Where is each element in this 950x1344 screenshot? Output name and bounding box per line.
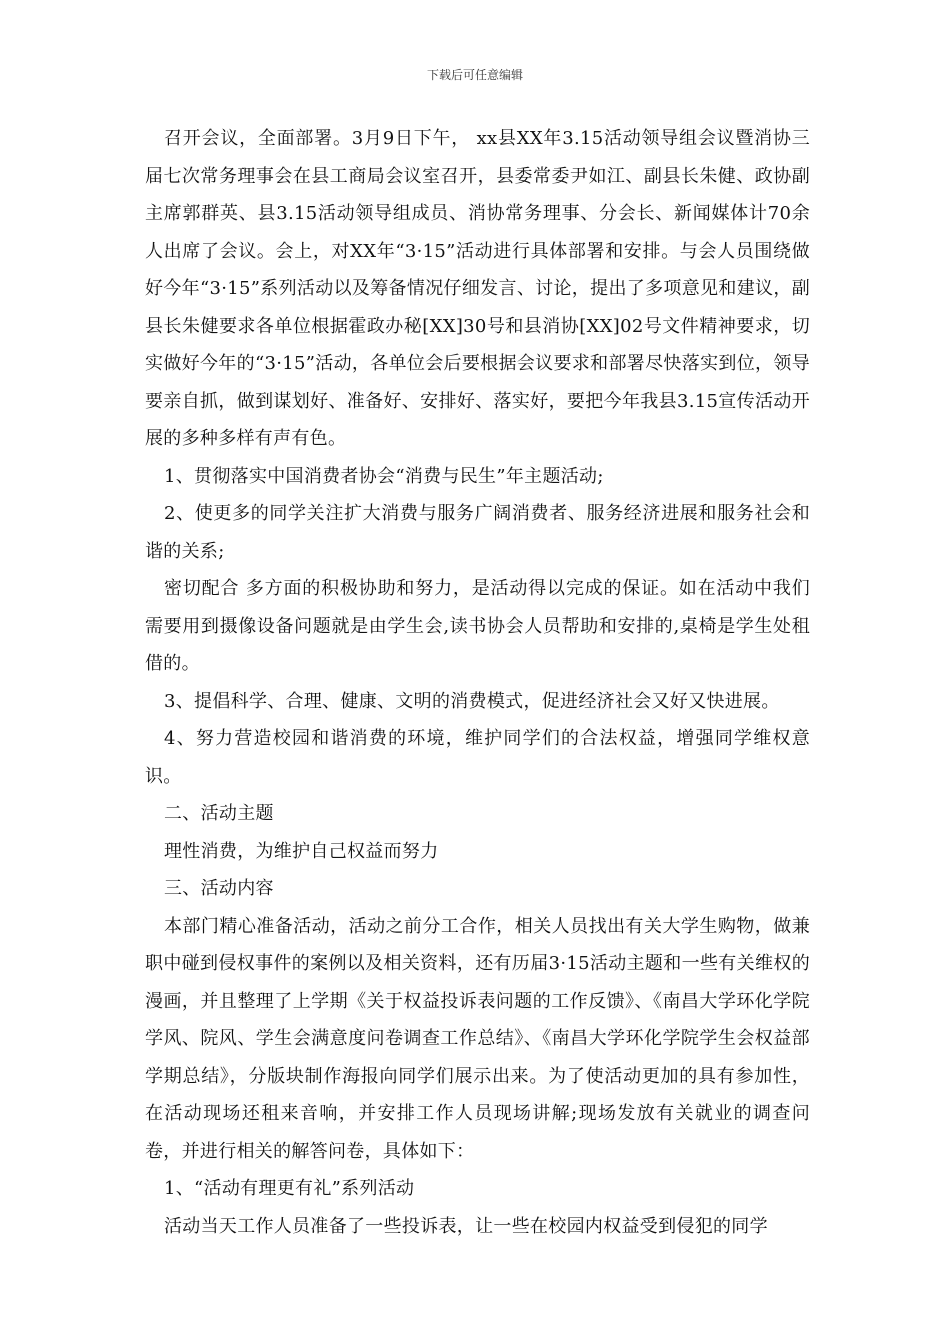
list-item-4: 4、努力营造校园和谐消费的环境，维护同学们的合法权益，增强同学维权意识。 bbox=[145, 728, 810, 787]
list-item-2: 2、使更多的同学关注扩大消费与服务广阔消费者、服务经济进展和服务社会和谐的关系; bbox=[145, 503, 810, 562]
paragraph-meeting: 召开会议，全面部署。3月9日下午， xx县XX年3.15活动领导组会议暨消协三届七次常务理事会在县工商局会议室召开，县委常委尹如江、副县长朱健、政协副主席郭群英、县3.15活动领导组成员、消协常务理事、分会长、新闻媒体计70余人出席了会议。会上，对XX年“3·15”活动进行具体部署和安排。与会人员围绕做好今年“3·15”系列活动以及筹备情况仔细发言、讨论，提出了多项意见和建议，副县长朱健要求各单位根据霍政办秘[XX]30号和县消协[XX]02号文件精神要求，切实做好今年的“3·15”活动，各单位会后要根据会议要求和部署尽快落实到位，领导要亲自抓，做到谋划好、准备好、安排好、落实好，要把今年我县3.15宣传活动开展的多种多样有声有色。 bbox=[145, 128, 810, 449]
paragraph-activity: 活动当天工作人员准备了一些投诉表，让一些在校园内权益受到侵犯的同学 bbox=[164, 1215, 768, 1237]
section-heading-content: 三、活动内容 bbox=[164, 878, 274, 899]
list-item-3: 3、提倡科学、合理、健康、文明的消费模式，促进经济社会又好又快进展。 bbox=[164, 690, 780, 712]
paragraph-content: 本部门精心准备活动，活动之前分工合作，相关人员找出有关大学生购物，做兼职中碰到侵权事件的案例以及相关资料，还有历届3·15活动主题和一些有关维权的漫画，并且整理了上学期《关于权益投诉表问题的工作反馈》、《南昌大学环化学院学风、院风、学生会满意度问卷调查工作总结》、《南昌大学环化学院学生会权益部学期总结》，分版块制作海报向同学们展示出来。为了使活动更加的具有参加性，在活动现场还租来音响，并安排工作人员现场讲解;现场发放有关就业的调查问卷，并进行相关的解答问卷，具体如下： bbox=[145, 915, 810, 1162]
document-body bbox=[145, 120, 810, 1245]
subsection-heading-activity: 1、“活动有理更有礼”系列活动 bbox=[164, 1178, 415, 1199]
page-header-note: 下载后可任意编辑 bbox=[426, 68, 523, 82]
section-heading-theme: 二、活动主题 bbox=[164, 803, 274, 824]
paragraph-cooperation: 密切配合 多方面的积极协助和努力，是活动得以完成的保证。如在活动中我们需要用到摄像设备问题就是由学生会,读书协会人员帮助和安排的,桌椅是学生处租借的。 bbox=[145, 578, 810, 674]
paragraph-theme: 理性消费，为维护自己权益而努力 bbox=[164, 840, 439, 862]
list-item-1: 1、贯彻落实中国消费者协会“消费与民生”年主题活动; bbox=[164, 465, 604, 487]
